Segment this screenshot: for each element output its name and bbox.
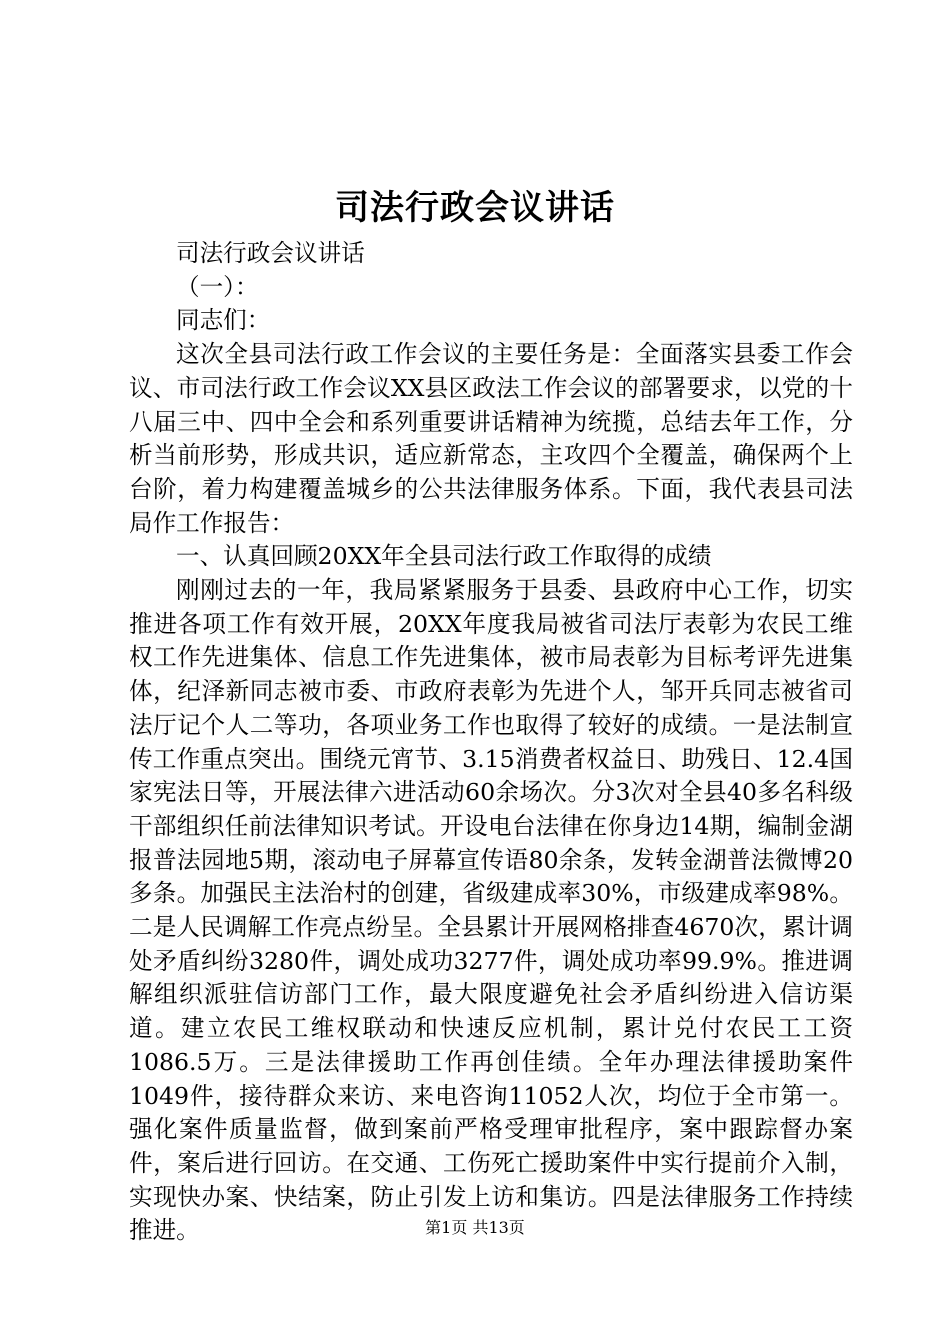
paragraph-intro: 这次全县司法行政工作会议的主要任务是：全面落实县委工作会议、市司法行政工作会议XX县区政法工作会议的部署要求，以党的十八届三中、四中全会和系列重要讲话精神为统揽，总结去年工作，分析当前形势，形成共识，适应新常态，主攻四个全覆盖，确保两个上台阶，着力构建覆盖城乡的公共法律服务体系。下面，我代表县司法局作工作报告： (129, 340, 853, 537)
paragraph-subtitle: 司法行政会议讲话 (176, 239, 365, 267)
paragraph-body-1: 刚刚过去的一年，我局紧紧服务于县委、县政府中心工作，切实推进各项工作有效开展，20XX年度我局被省司法厅表彰为农民工维权工作先进集体、信息工作先进集体，被市局表彰为目标考评先进集体，纪泽新同志被市委、市政府表彰为先进个人，邹开兵同志被省司法厅记个人二等功，各项业务工作也取得了较好的成绩。一是法制宣传工作重点突出。围绕元宵节、3.15消费者权益日、助残日、12.4国家宪法日等，开展法律六进活动60余场次。分3次对全县40多名科级干部组织任前法律知识考试。开设电台法律在你身边14期，编制金湖报普法园地5期，滚动电子屏幕宣传语80余条，发转金湖普法微博20多条。加强民主法治村的创建，省级建成率30%，市级建成率98%。二是人民调解工作亮点纷呈。全县累计开展网格排查4670次，累计调处矛盾纠纷3280件，调处成功3277件，调处成功率99.9%。推进调解组织派驻信访部门工作，最大限度避免社会矛盾纠纷进入信访渠道。建立农民工维权联动和快速反应机制，累计兑付农民工工资1086.5万。三是法律援助工作再创佳绩。全年办理法律援助案件1049件，接待群众来访、来电咨询11052人次，均位于全市第一。强化案件质量监督，做到案前严格受理审批程序，案中跟踪督办案件，案后进行回访。在交通、工伤死亡援助案件中实行提前介入制，实现快办案、快结案，防止引发上访和集访。四是法律服务工作持续推进。 (129, 576, 853, 1245)
page-number-footer: 第1页 共13页 (425, 1218, 525, 1237)
paragraph-section-number: （一）： (176, 272, 259, 301)
paragraph-salutation: 同志们： (176, 306, 271, 335)
document-title: 司法行政会议讲话 (335, 188, 615, 228)
document-body (129, 237, 853, 1248)
paragraph-heading-1: 一、认真回顾20XX年全县司法行政工作取得的成绩 (176, 542, 712, 571)
